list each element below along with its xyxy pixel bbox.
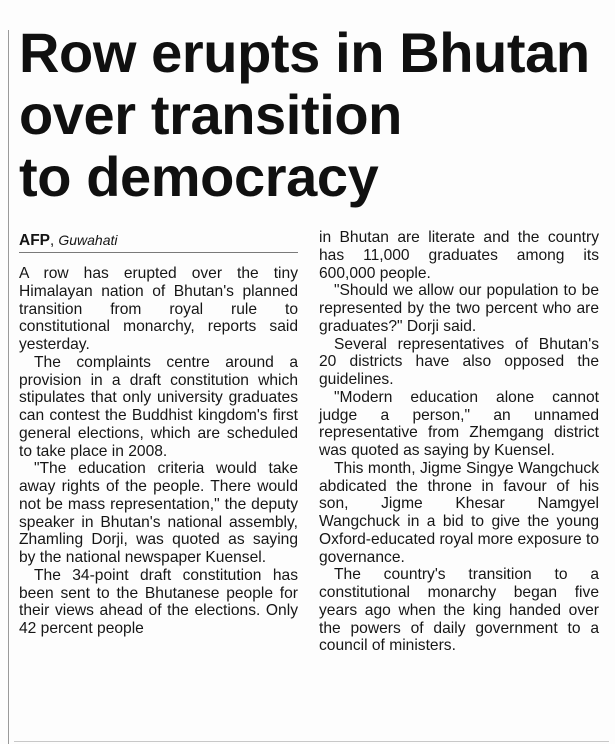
byline-separator: ,: [50, 232, 59, 249]
column-rule: [8, 30, 9, 744]
paragraph: Several representatives of Bhutan's 20 districts have also opposed the guidelines.: [319, 335, 599, 388]
byline-dateline: Guwahati: [58, 232, 118, 248]
article-column-left: [19, 265, 298, 638]
paragraph: "Should we allow our population to be represented by the two percent who are graduates?" Dorji said.: [319, 282, 599, 335]
bottom-rule: [14, 741, 609, 742]
headline-line-3: to democracy: [19, 145, 379, 208]
paragraph: This month, Jigme Singye Wangchuck abdicated the throne in favour of his son, Jigme Khesar Namgyel Wangchuck in a bid to give the young Oxford-educated royal more exposure to governance.: [319, 459, 599, 566]
article-column-right: [319, 229, 599, 655]
headline-line-1: Row erupts in Bhutan: [19, 21, 590, 84]
paragraph: "Modern education alone cannot judge a person," an unnamed representative from Zhemgang district was quoted as saying by Kuensel.: [319, 388, 599, 459]
paragraph: The complaints centre around a provision in a draft constitution which stipulates that only university graduates can contest the Buddhist kingdom's first general elections, which are scheduled to take place in 2008.: [19, 353, 298, 460]
headline: [19, 22, 609, 208]
byline: [19, 230, 298, 253]
paragraph: "The education criteria would take away rights of the people. There would not be mass representation," the deputy speaker in Bhutan's national assembly, Zhamling Dorji, was quoted as saying by the national newspaper Kuensel.: [19, 460, 298, 566]
paragraph-continued: in Bhutan are literate and the country has 11,000 graduates among its 600,000 people.: [319, 229, 599, 282]
byline-agency: AFP: [19, 232, 50, 249]
paragraph: The country's transition to a constitutional monarchy began five years ago when the king handed over the powers of daily government to a council of ministers.: [319, 566, 599, 655]
paragraph: The 34-point draft constitution has been sent to the Bhutanese people for their views ahead of the elections. Only 42 percent people: [19, 566, 298, 637]
headline-line-2: over transition: [19, 83, 402, 146]
paragraph: A row has erupted over the tiny Himalayan nation of Bhutan's planned transition from royal rule to constitutional monarchy, reports said yesterday.: [19, 265, 298, 353]
